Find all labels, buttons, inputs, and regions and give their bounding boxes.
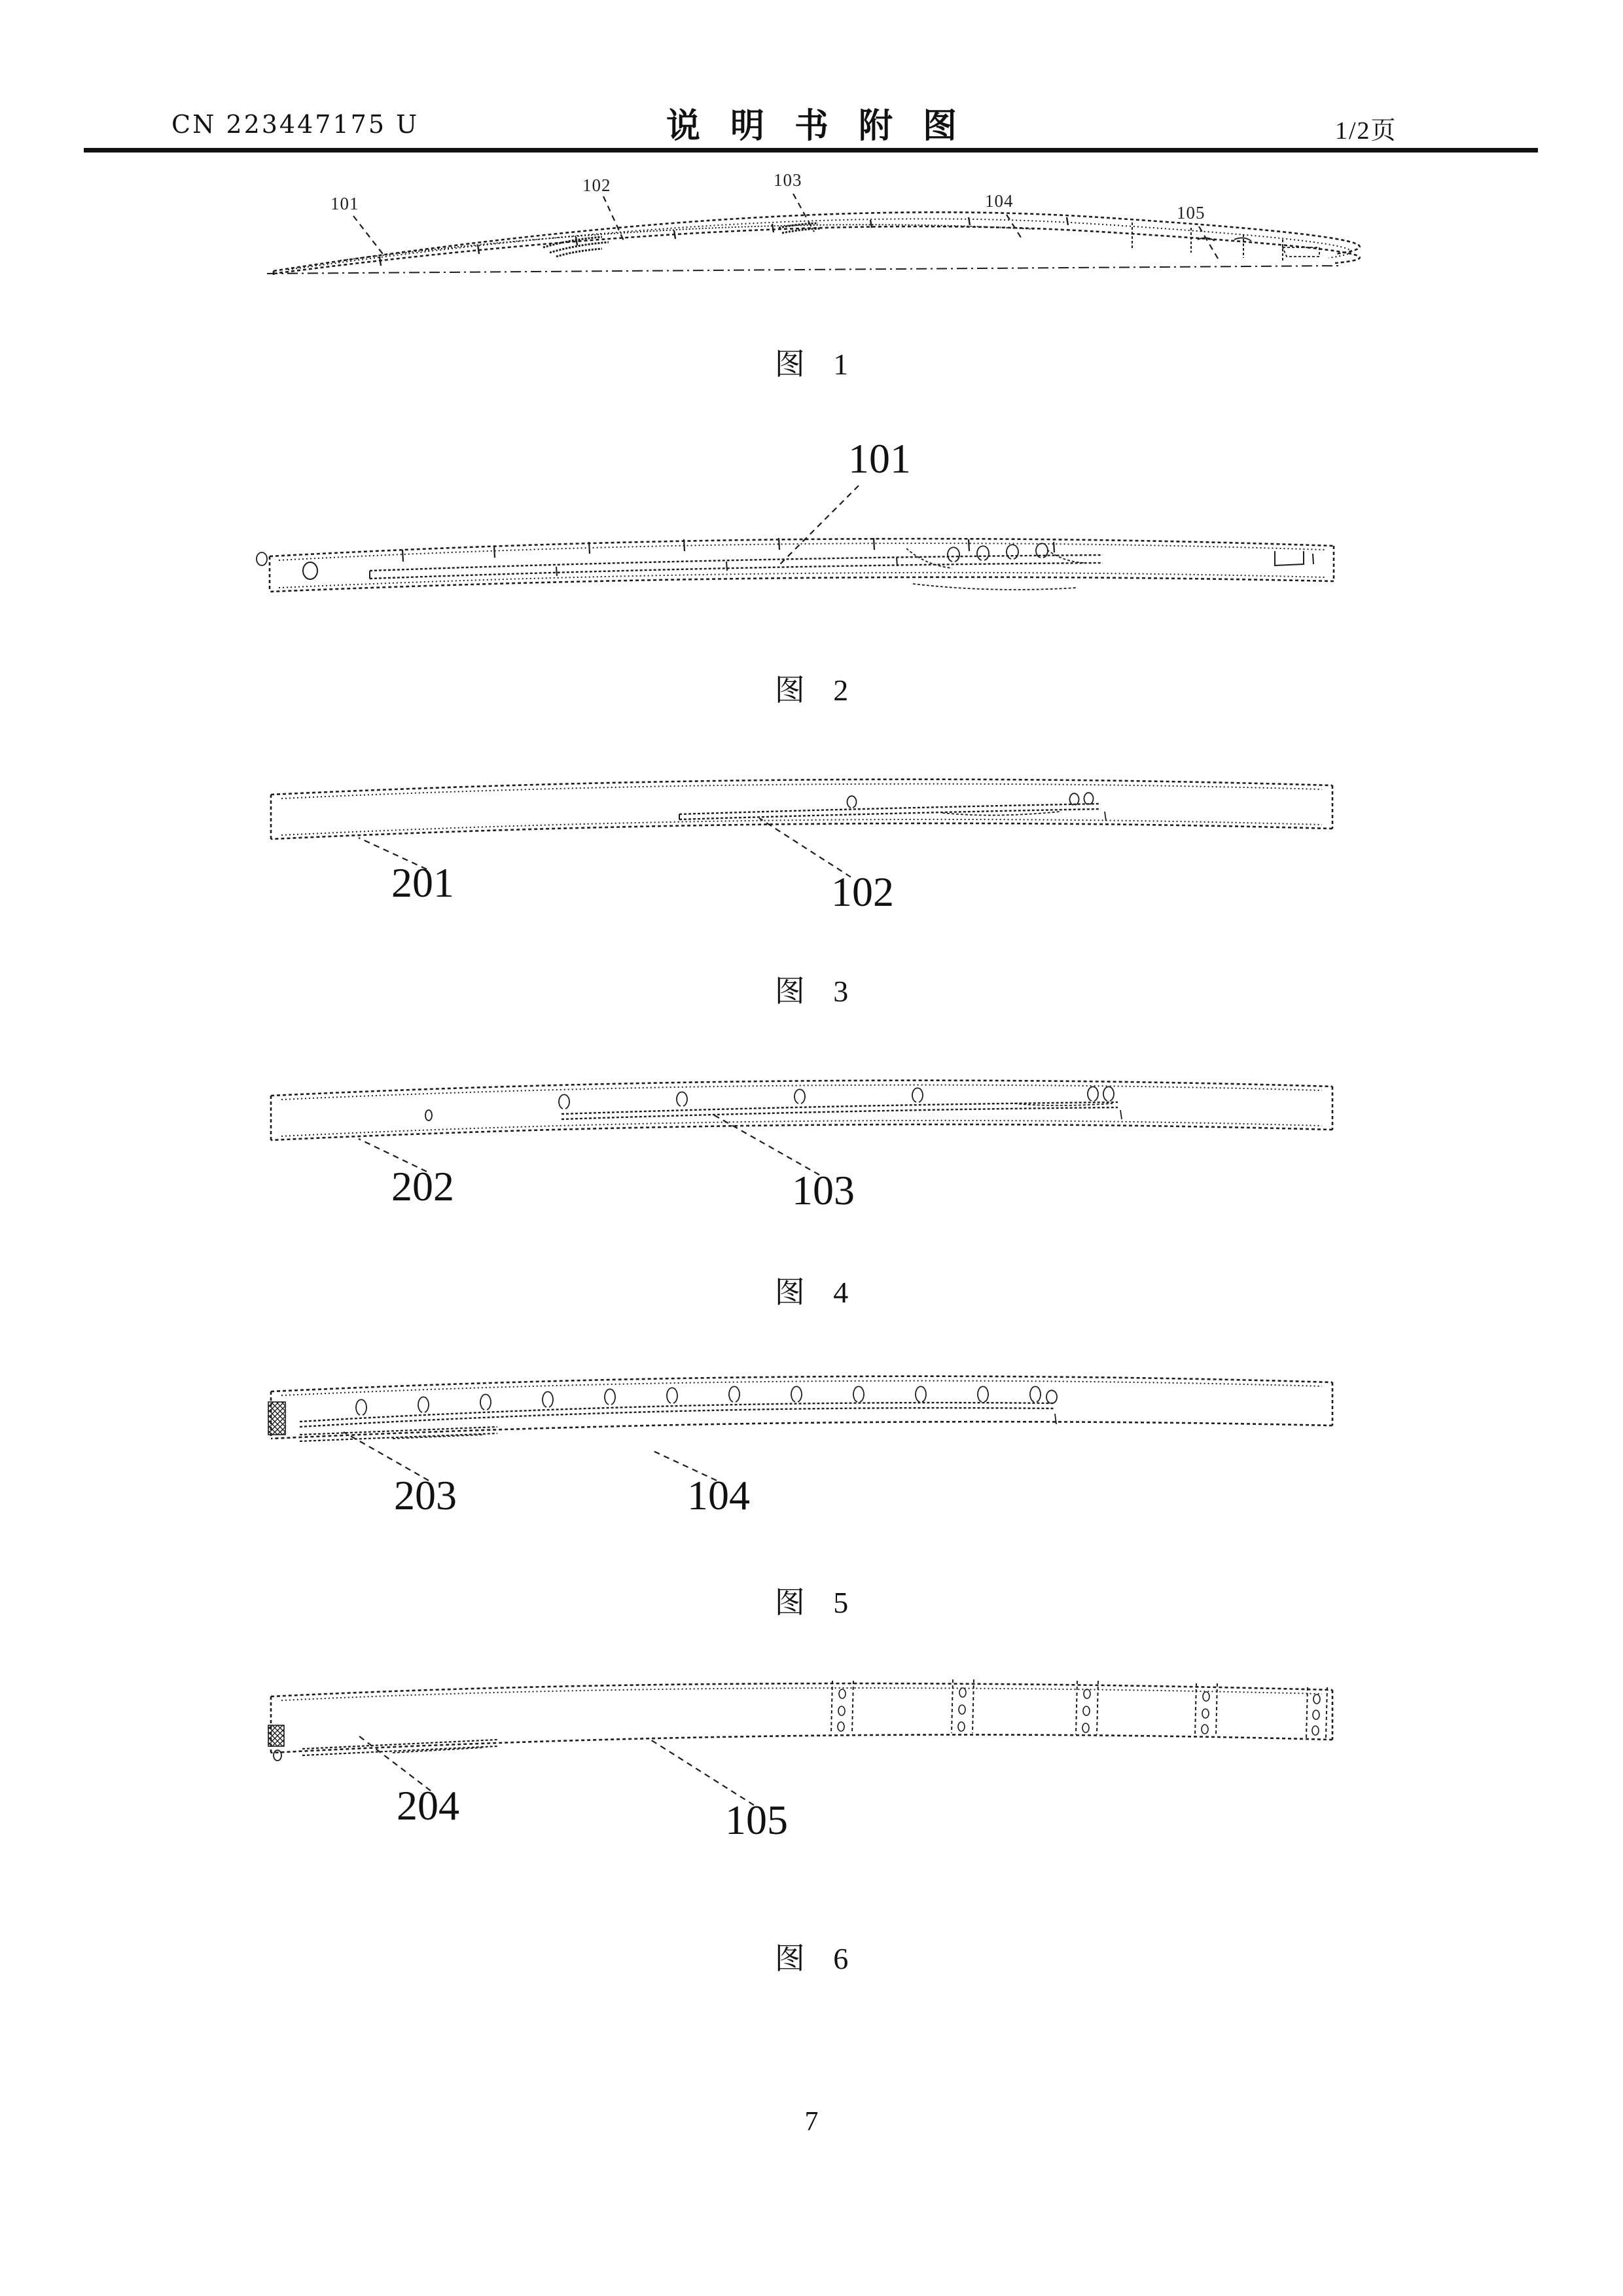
fig5-caption: 图 5 (774, 1586, 859, 1619)
figure-6-drawing (262, 1662, 1342, 1780)
figure-5-drawing (262, 1361, 1342, 1463)
fig4-label-103: 103 (792, 1167, 855, 1213)
page-indicator: 1/2页 (1335, 117, 1397, 145)
fig4-label-202: 202 (391, 1163, 454, 1210)
fig5-label-203: 203 (394, 1472, 457, 1518)
page-title: 说明书附图 (666, 108, 987, 145)
fig1-label-102: 102 (582, 175, 611, 195)
fig2-caption: 图 2 (774, 673, 859, 707)
figure-3-drawing (262, 766, 1342, 861)
header-rule (84, 148, 1538, 152)
fig4-caption: 图 4 (774, 1276, 859, 1309)
fig6-label-105: 105 (725, 1797, 788, 1843)
fig3-label-201: 201 (391, 859, 454, 906)
figure-1-drawing (262, 177, 1342, 288)
fig5-label-104: 104 (687, 1472, 750, 1518)
figure-2-drawing (262, 524, 1342, 615)
fig1-label-105: 105 (1177, 203, 1205, 223)
fig6-caption: 图 6 (774, 1942, 859, 1975)
patent-number: CN 223447175 U (171, 110, 419, 139)
fig2-label-101: 101 (848, 435, 911, 482)
page-number: 7 (804, 2107, 819, 2137)
fig1-caption: 图 1 (774, 348, 859, 381)
fig3-caption: 图 3 (774, 975, 859, 1008)
figure-4-drawing (262, 1067, 1342, 1162)
fig6-label-204: 204 (397, 1782, 459, 1829)
fig1-label-104: 104 (985, 191, 1014, 211)
fig3-label-102: 102 (831, 869, 894, 915)
fig1-label-103: 103 (774, 170, 802, 190)
fig1-label-101: 101 (330, 194, 359, 213)
